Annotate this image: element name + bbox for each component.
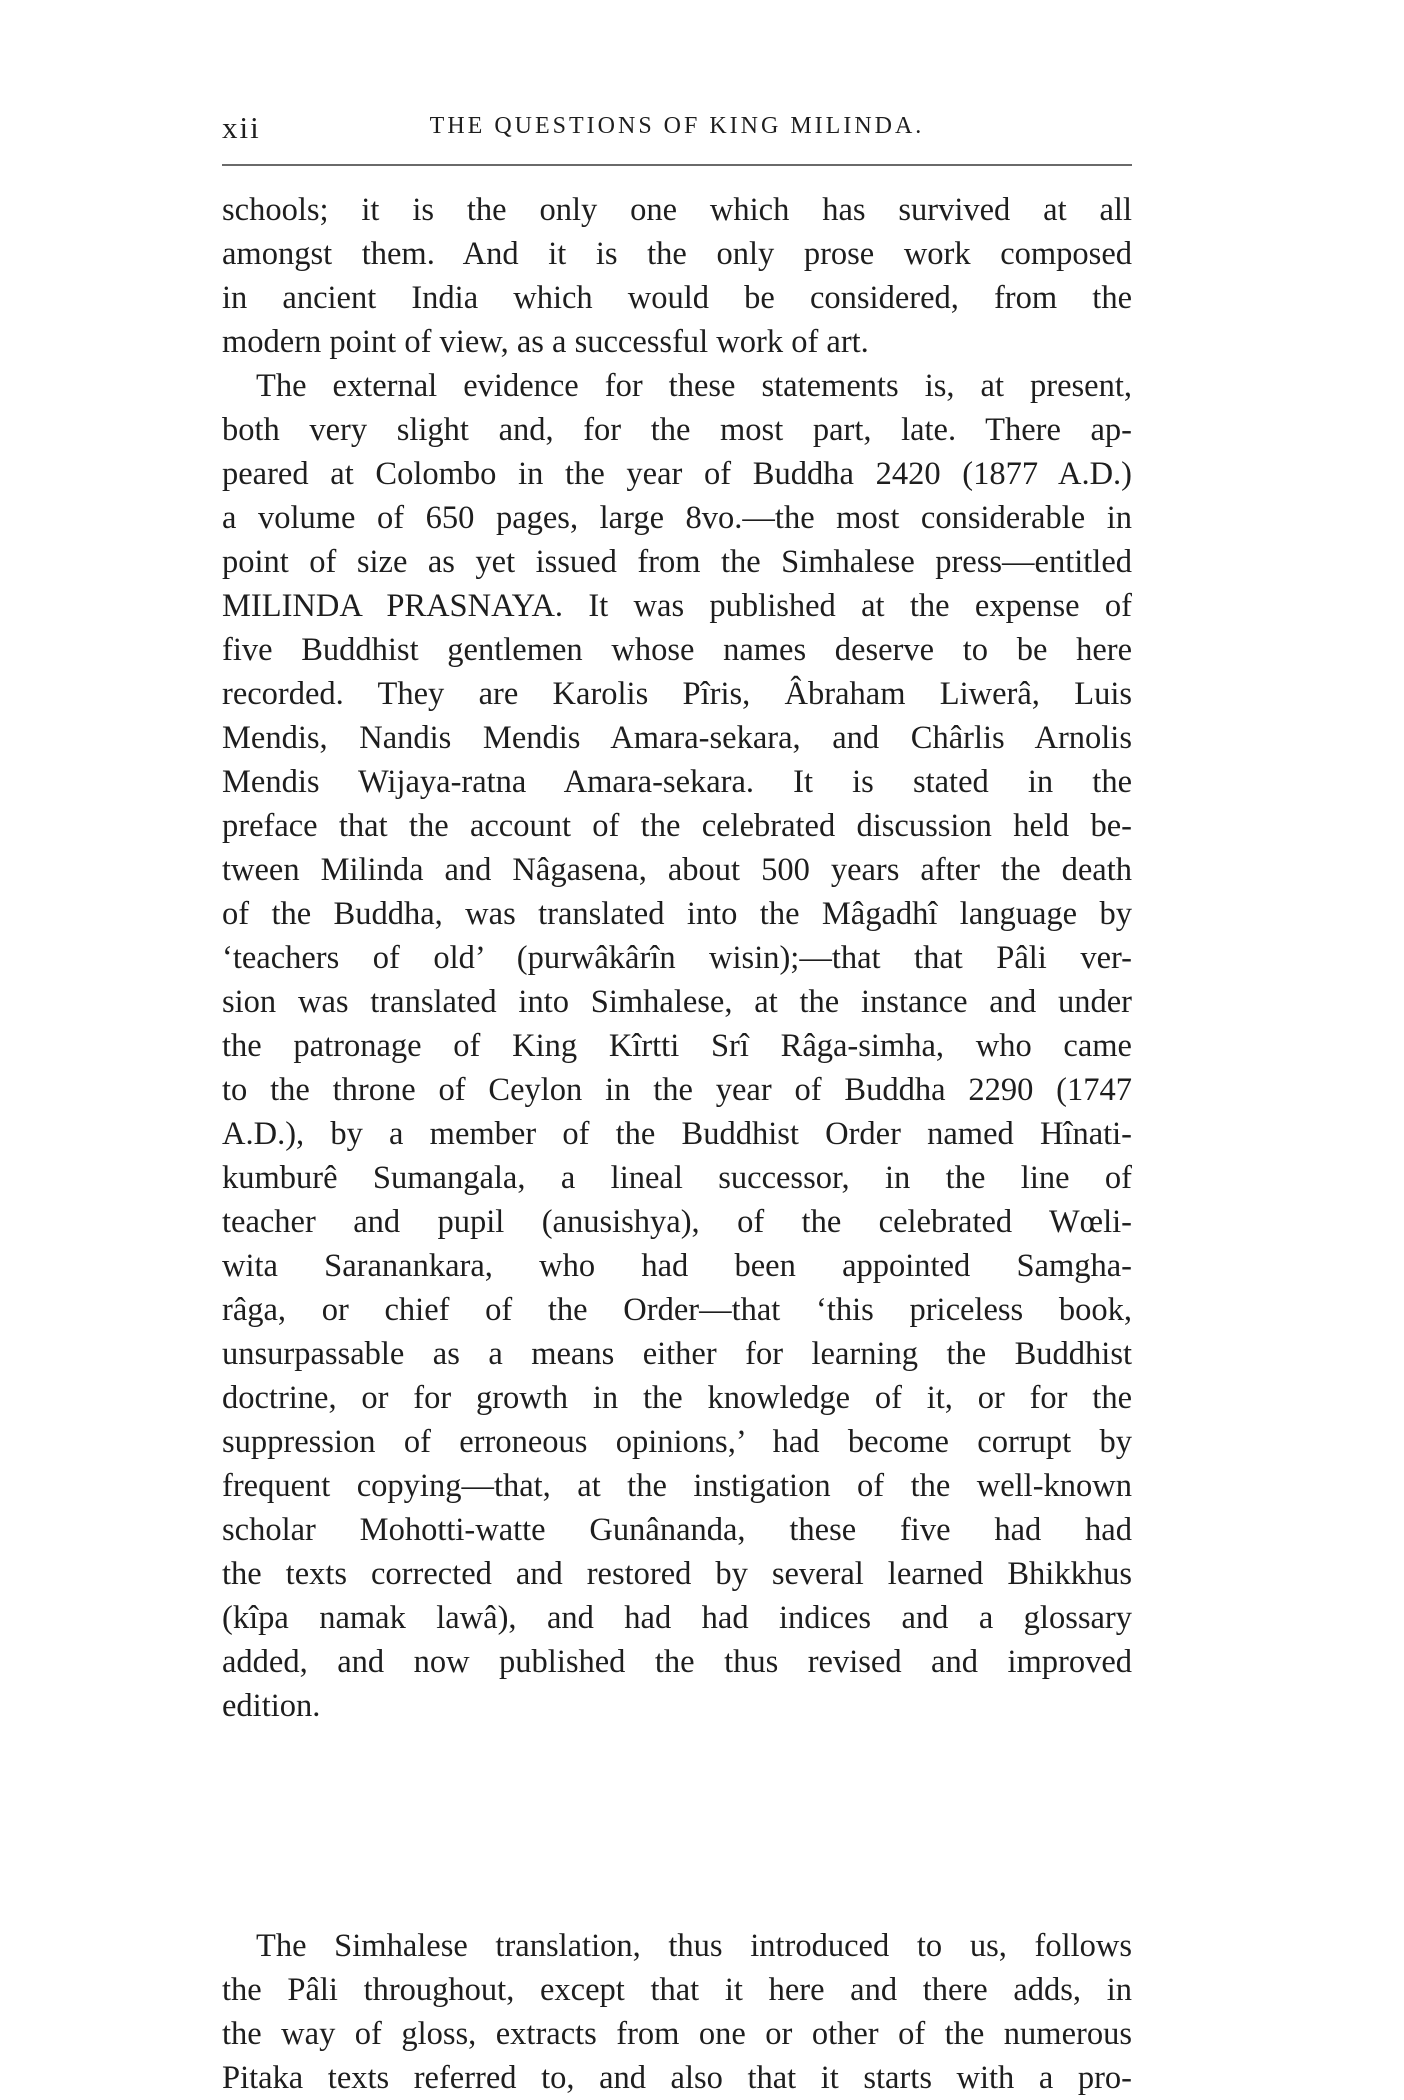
text-line: the way of gloss, extracts from one or other of the numerous [222,2016,1132,2052]
text-line: scholar Mohotti-watte Gunânanda, these five had had [222,1512,1132,1548]
text-line: schools; it is the only one which has survived at all [222,192,1132,228]
text-line: ‘teachers of old’ (purwâkârîn wisin);—that that Pâli ver- [222,940,1132,976]
paragraph-3 [222,1924,1132,2100]
text-line [222,1772,1132,1816]
text-line: in ancient India which would be considered, from the [222,280,1132,316]
text-line: kumburê Sumangala, a lineal successor, in the line of [222,1160,1132,1196]
text-line: frequent copying—that, at the instigation of the well-known [222,1468,1132,1504]
text-line: edition. [222,1688,321,1724]
text-line: sion was translated into Simhalese, at the instance and under [222,984,1132,1020]
text-line: recorded. They are Karolis Pîris, Âbraham Liwerâ, Luis [222,676,1132,712]
page-number: xii [222,110,261,145]
text-line: of the Buddha, was translated into the Mâgadhî language by [222,896,1132,932]
page-header [222,110,1132,160]
text-line: suppression of erroneous opinions,’ had become corrupt by [222,1424,1132,1460]
running-title: THE QUESTIONS OF KING MILINDA. [429,113,925,139]
body-text [222,188,1132,2100]
text-line: the texts corrected and restored by several learned Bhikkhus [222,1556,1132,1592]
text-line: tween Milinda and Nâgasena, about 500 years after the death [222,852,1132,888]
text-line: point of size as yet issued from the Simhalese press—entitled [222,544,1132,580]
text-line: wita Saranankara, who had been appointed Samgha- [222,1248,1132,1284]
text-line: amongst them. And it is the only prose work composed [222,236,1132,272]
text-line: a volume of 650 pages, large 8vo.—the most considerable in [222,500,1132,536]
text-line: added, and now published the thus revised and improved [222,1644,1132,1680]
text-line: the patronage of King Kîrtti Srî Râga-simha, who came [222,1028,1132,1064]
paragraph-2 [222,364,1132,1904]
header-rule [222,164,1132,166]
text-line: (kîpa namak lawâ), and had had indices and a glossary [222,1600,1132,1636]
text-line: doctrine, or for growth in the knowledge of it, or for the [222,1380,1132,1416]
text-line: modern point of view, as a successful work of art. [222,324,869,360]
text-line: preface that the account of the celebrated discussion held be- [222,808,1132,844]
paragraph-1 [222,188,1132,364]
text-line: the Pâli throughout, except that it here and there adds, in [222,1972,1132,2008]
text-line: unsurpassable as a means either for learning the Buddhist [222,1336,1132,1372]
text-line: The Simhalese translation, thus introduced to us, follows [256,1928,1132,1964]
text-line: Pitaka texts referred to, and also that it starts with a pro- [222,2060,1132,2096]
text-line: teacher and pupil (anusishya), of the celebrated Wœli- [222,1204,1132,1240]
text-line: A.D.), by a member of the Buddhist Order named Hînati- [222,1116,1132,1152]
text-line: MILINDA PRASNAYA. It was published at the expense of [222,588,1132,624]
text-line: both very slight and, for the most part, late. There ap- [222,412,1132,448]
text-line: to the throne of Ceylon in the year of Buddha 2290 (1747 [222,1072,1132,1108]
text-line: Mendis Wijaya-ratna Amara-sekara. It is stated in the [222,764,1132,800]
text-line: Mendis, Nandis Mendis Amara-sekara, and Chârlis Arnolis [222,720,1132,756]
text-line [222,1860,1132,1904]
text-line: râga, or chief of the Order—that ‘this priceless book, [222,1292,1132,1328]
text-line: peared at Colombo in the year of Buddha 2420 (1877 A.D.) [222,456,1132,492]
text-line: five Buddhist gentlemen whose names deserve to be here [222,632,1132,668]
text-line [222,1728,1132,1772]
text-line [222,1816,1132,1860]
text-line: The external evidence for these statements is, at present, [256,368,1132,404]
